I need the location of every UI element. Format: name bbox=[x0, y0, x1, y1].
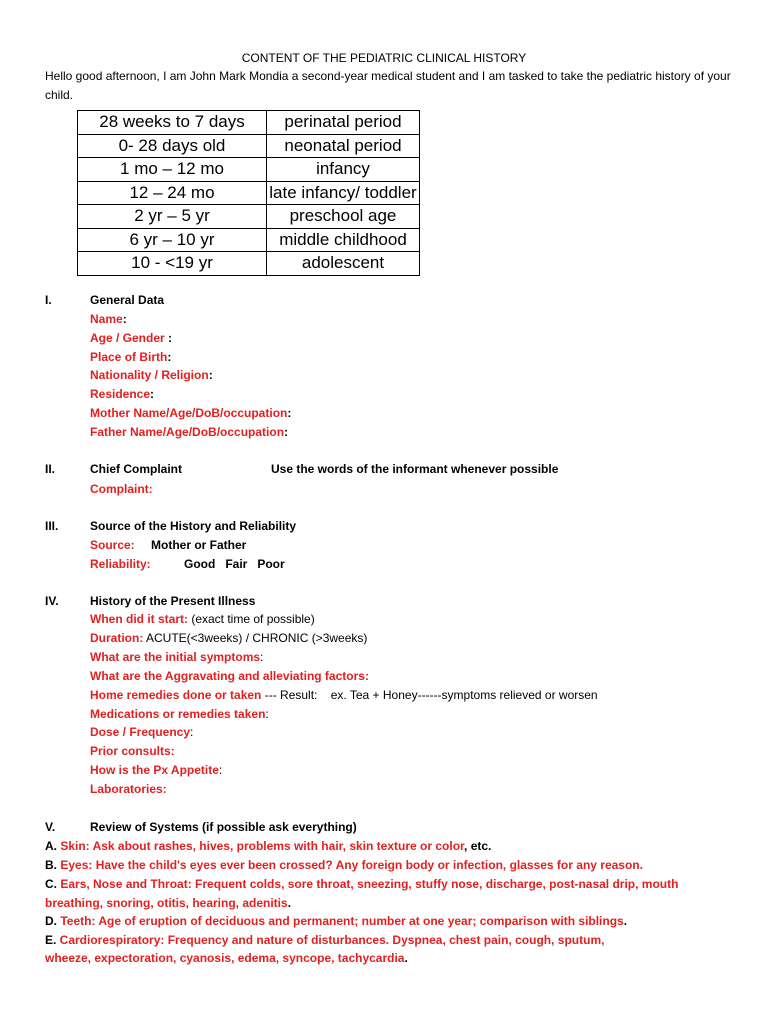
general-data-field-label: Residence bbox=[90, 387, 151, 402]
ros-cardio-label: Cardiorespiratory: bbox=[59, 933, 165, 947]
section-title-review-of-systems: Review of Systems (if possible ask everything) bbox=[90, 820, 357, 834]
chief-complaint-note: Use the words of the informant whenever possible bbox=[271, 462, 559, 476]
section-title-general-data: General Data bbox=[90, 293, 165, 307]
reliability-label: Reliability: bbox=[90, 557, 151, 571]
general-data-field: Age / Gender : bbox=[90, 330, 173, 345]
developmental-period-cell: preschool age bbox=[267, 205, 420, 229]
factors-line: What are the Aggravating and alleviating factors: bbox=[90, 669, 369, 683]
ros-teeth-text: Age of eruption of deciduous and permanent; number at one year; comparison with siblings bbox=[95, 914, 624, 928]
home-remedies-label: Home remedies done or taken bbox=[90, 688, 262, 702]
initial-symptoms-line: What are the initial symptoms: bbox=[90, 650, 264, 664]
ros-skin bbox=[45, 837, 735, 856]
ros-prefix: E. bbox=[45, 933, 60, 947]
ros-skin-tail: , etc. bbox=[464, 839, 492, 853]
duration-value: ACUTE(<3weeks) / CHRONIC (>3weeks) bbox=[143, 631, 368, 645]
age-period-table bbox=[77, 110, 420, 276]
age-table-row bbox=[78, 181, 420, 205]
general-data-field: Nationality / Religion: bbox=[90, 368, 213, 383]
general-data-field-label: Place of Birth bbox=[90, 349, 168, 364]
ros-ent-label: Ears, Nose and Throat: bbox=[60, 877, 192, 891]
section-number: I. bbox=[45, 293, 52, 307]
when-started-label: When did it start: bbox=[90, 612, 188, 626]
section-title-present-illness: History of the Present Illness bbox=[90, 594, 256, 608]
section-number: IV. bbox=[45, 594, 59, 608]
home-remedies-value: --- Result: ex. Tea + Honey------symptoms relieved or worsen bbox=[261, 688, 598, 702]
age-table-row bbox=[78, 111, 420, 135]
ros-cardio-tail: . bbox=[404, 951, 408, 965]
page-title: CONTENT OF THE PEDIATRIC CLINICAL HISTORY bbox=[241, 51, 527, 65]
section-number: II. bbox=[45, 462, 56, 476]
general-data-field-label: Mother Name/Age/DoB/occupation bbox=[90, 406, 288, 420]
age-range-cell: 0- 28 days old bbox=[78, 134, 267, 158]
section-title-chief-complaint: Chief Complaint bbox=[90, 462, 182, 476]
general-data-field-label: Father Name/Age/DoB/occupation bbox=[90, 424, 285, 439]
when-started-line bbox=[90, 612, 315, 626]
section-number: III. bbox=[45, 519, 59, 533]
appetite-label: How is the Px Appetite bbox=[90, 763, 219, 777]
initial-symptoms-label: What are the initial symptoms bbox=[90, 650, 261, 664]
ros-cardiorespiratory bbox=[45, 931, 735, 950]
age-range-cell: 28 weeks to 7 days bbox=[78, 111, 267, 135]
complaint-field: Complaint: bbox=[90, 482, 153, 496]
age-table-row bbox=[78, 205, 420, 229]
appetite-line: How is the Px Appetite: bbox=[90, 763, 223, 777]
ros-ent-text: Frequent colds, sore throat, sneezing, stuffy nose, discharge, post-nasal drip, mouth breathing, snoring, otitis, hearing, adenitis bbox=[45, 877, 679, 910]
general-data-field-label: Age / Gender bbox=[90, 330, 165, 345]
age-range-cell: 2 yr – 5 yr bbox=[78, 205, 267, 229]
age-table-row bbox=[78, 252, 420, 276]
developmental-period-cell: late infancy/ toddler bbox=[267, 181, 420, 205]
ros-prefix: C. bbox=[45, 877, 61, 891]
developmental-period-cell: middle childhood bbox=[267, 228, 420, 252]
reliability-value: Good Fair Poor bbox=[184, 557, 285, 571]
ros-eyes-label: Eyes: bbox=[60, 858, 93, 872]
ros-ent bbox=[45, 875, 735, 912]
general-data-field-label: Nationality / Religion bbox=[90, 368, 209, 383]
ros-ent-tail: . bbox=[287, 895, 292, 910]
developmental-period-cell: adolescent bbox=[267, 252, 420, 276]
general-data-field-label: Name bbox=[90, 312, 123, 326]
dose-label: Dose / Frequency bbox=[90, 725, 191, 739]
medications-label: Medications or remedies taken bbox=[90, 707, 266, 721]
ros-teeth-label: Teeth: bbox=[60, 914, 96, 928]
age-table-row bbox=[78, 228, 420, 252]
duration-label: Duration: bbox=[90, 631, 144, 645]
laboratories-line: Laboratories: bbox=[90, 782, 167, 796]
section-number: V. bbox=[45, 820, 56, 834]
ros-skin-text: Ask about rashes, hives, problems with hair, skin texture or color bbox=[89, 839, 465, 853]
ros-prefix: D. bbox=[45, 914, 61, 928]
medications-line: Medications or remedies taken: bbox=[90, 707, 269, 721]
developmental-period-cell: infancy bbox=[267, 158, 420, 182]
age-range-cell: 10 - <19 yr bbox=[78, 252, 267, 276]
source-label: Source: bbox=[90, 538, 135, 552]
general-data-field: Residence: bbox=[90, 387, 155, 402]
ros-prefix: A. bbox=[45, 839, 61, 853]
source-value: Mother or Father bbox=[151, 538, 247, 552]
age-table-row bbox=[78, 134, 420, 158]
age-range-cell: 6 yr – 10 yr bbox=[78, 228, 267, 252]
age-range-cell: 1 mo – 12 mo bbox=[78, 158, 267, 182]
ros-cardiorespiratory-cont bbox=[45, 949, 735, 968]
ros-cardio-text2: wheeze, expectoration, cyanosis, edema, syncope, tachycardia bbox=[45, 951, 405, 965]
ros-eyes-text: Have the child's eyes ever been crossed? Any foreign body or infection, glasses for any reason. bbox=[92, 858, 643, 872]
age-table-row bbox=[78, 158, 420, 182]
developmental-period-cell: perinatal period bbox=[267, 111, 420, 135]
ros-skin-label: Skin: bbox=[60, 839, 90, 853]
duration-line bbox=[90, 631, 367, 645]
ros-eyes bbox=[45, 856, 735, 875]
home-remedies-line bbox=[90, 688, 598, 702]
ros-teeth bbox=[45, 912, 735, 931]
when-started-value: (exact time of possible) bbox=[188, 612, 315, 626]
general-data-field: Father Name/Age/DoB/occupation: bbox=[90, 424, 289, 439]
ros-prefix: B. bbox=[45, 858, 61, 872]
dose-line: Dose / Frequency: bbox=[90, 725, 194, 739]
prior-consults-line: Prior consults: bbox=[90, 744, 175, 758]
ros-teeth-tail: . bbox=[623, 914, 628, 928]
age-range-cell: 12 – 24 mo bbox=[78, 181, 267, 205]
developmental-period-cell: neonatal period bbox=[267, 134, 420, 158]
section-title-source: Source of the History and Reliability bbox=[90, 519, 297, 533]
general-data-field: Name: bbox=[90, 312, 127, 326]
intro-paragraph: Hello good afternoon, I am John Mark Mondia a second-year medical student and I am tasked to take the pediatric history of your child. bbox=[45, 69, 731, 102]
general-data-field: Place of Birth: bbox=[90, 349, 172, 364]
general-data-field: Mother Name/Age/DoB/occupation: bbox=[90, 406, 292, 420]
ros-cardio-text: Frequency and nature of disturbances. Dyspnea, chest pain, cough, sputum, bbox=[164, 933, 605, 947]
